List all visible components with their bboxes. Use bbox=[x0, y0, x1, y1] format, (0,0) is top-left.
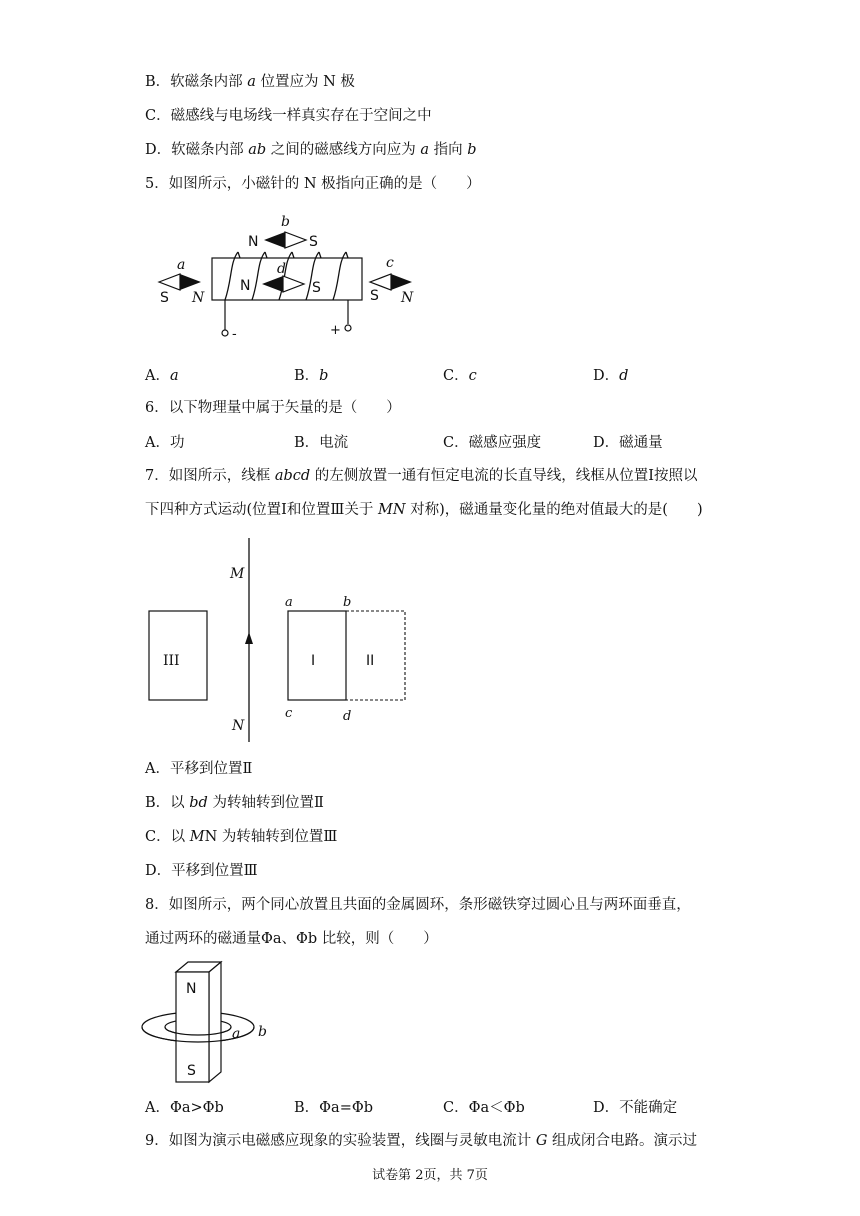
q8-option-d[interactable]: D．不能确定 bbox=[593, 1100, 678, 1116]
current-arrow-icon bbox=[245, 632, 253, 644]
option-b-line: B．软磁条内部 a 位置应为 N 极 bbox=[145, 74, 355, 90]
svg-text:I: I bbox=[311, 653, 316, 669]
svg-text:c: c bbox=[285, 706, 293, 721]
label-n: N bbox=[232, 718, 245, 734]
figure-7-wire-frame bbox=[0, 530, 860, 750]
svg-text:S: S bbox=[370, 288, 379, 304]
q7-option-a[interactable]: A．平移到位置Ⅱ bbox=[145, 761, 253, 777]
needle-b bbox=[248, 214, 318, 250]
question-6: 6．以下物理量中属于矢量的是（ ） bbox=[145, 400, 401, 416]
q5-option-a[interactable]: A．a bbox=[145, 368, 179, 384]
q7-option-b[interactable]: B．以 bd 为转轴转到位置Ⅱ bbox=[145, 795, 324, 811]
q6-option-c[interactable]: C．磁感应强度 bbox=[443, 435, 542, 451]
q6-option-b[interactable]: B．电流 bbox=[294, 435, 349, 451]
question-8-line-2: 通过两环的磁通量Φa、Φb 比较，则（ ） bbox=[145, 931, 438, 947]
needle-a bbox=[159, 257, 205, 306]
question-5: 5．如图所示，小磁针的 N 极指向正确的是（ ） bbox=[145, 176, 481, 192]
bar-magnet bbox=[176, 962, 221, 1082]
question-9: 9．如图为演示电磁感应现象的实验装置，线圈与灵敏电流计 G 组成闭合电路。演示过 bbox=[145, 1133, 698, 1149]
needle-c bbox=[370, 255, 414, 306]
magnet-s-label: S bbox=[187, 1063, 196, 1079]
svg-text:N: N bbox=[401, 290, 414, 306]
svg-text:b: b bbox=[343, 595, 352, 610]
magnet-n-label: N bbox=[186, 981, 197, 997]
svg-text:III: III bbox=[163, 653, 180, 669]
minus-terminal: - bbox=[232, 327, 237, 342]
svg-text:N: N bbox=[192, 290, 205, 306]
option-d-line: D．软磁条内部 ab 之间的磁感线方向应为 a 指向 b bbox=[145, 142, 477, 158]
q8-option-b[interactable]: B．Φa=Φb bbox=[294, 1100, 374, 1116]
needle-d bbox=[262, 261, 304, 292]
question-8-line-1: 8．如图所示，两个同心放置且共面的金属圆环，条形磁铁穿过圆心且与两环面垂直， bbox=[145, 897, 691, 913]
svg-text:d: d bbox=[277, 261, 286, 277]
svg-text:S: S bbox=[309, 234, 318, 250]
q7-option-d[interactable]: D．平移到位置Ⅲ bbox=[145, 863, 258, 879]
svg-text:a: a bbox=[232, 1026, 241, 1042]
q5-option-b[interactable]: B．b bbox=[294, 368, 329, 384]
question-7-line-1: 7．如图所示，线框 abcd 的左侧放置一通有恒定电流的长直导线，线框从位置Ⅰ按照以 bbox=[145, 468, 698, 484]
frame-position-i bbox=[288, 611, 346, 700]
plus-terminal: + bbox=[330, 323, 341, 338]
q8-option-a[interactable]: A．Φa>Φb bbox=[145, 1100, 224, 1116]
core-n-label: N bbox=[240, 278, 251, 294]
core-s-label: S bbox=[312, 280, 321, 296]
svg-text:d: d bbox=[343, 709, 352, 724]
q5-option-d[interactable]: D．d bbox=[593, 368, 629, 384]
q8-option-c[interactable]: C．Φa＜Φb bbox=[443, 1100, 525, 1116]
q7-option-c[interactable]: C．以 MN 为转轴转到位置Ⅲ bbox=[145, 829, 338, 845]
svg-text:S: S bbox=[160, 290, 169, 306]
svg-text:b: b bbox=[281, 214, 290, 230]
svg-text:N: N bbox=[248, 234, 259, 250]
svg-text:II: II bbox=[366, 653, 375, 669]
option-c-line: C．磁感线与电场线一样真实存在于空间之中 bbox=[145, 108, 432, 124]
q6-option-d[interactable]: D．磁通量 bbox=[593, 435, 663, 451]
svg-text:a: a bbox=[177, 257, 186, 273]
svg-text:c: c bbox=[386, 255, 394, 271]
figure-8-magnet-rings bbox=[0, 955, 860, 1085]
q5-option-c[interactable]: C．c bbox=[443, 368, 477, 384]
question-7-line-2: 下四种方式运动(位置Ⅰ和位置Ⅲ关于 MN 对称)，磁通量变化量的绝对值最大的是( ) bbox=[145, 502, 703, 518]
label-m: M bbox=[230, 566, 245, 582]
figure-5-solenoid bbox=[0, 205, 860, 355]
svg-text:a: a bbox=[285, 595, 293, 610]
q6-option-a[interactable]: A．功 bbox=[145, 435, 185, 451]
page-footer: 试卷第 2页，共 7页 bbox=[372, 1168, 488, 1183]
svg-text:b: b bbox=[258, 1024, 267, 1040]
position-ii bbox=[346, 611, 405, 700]
